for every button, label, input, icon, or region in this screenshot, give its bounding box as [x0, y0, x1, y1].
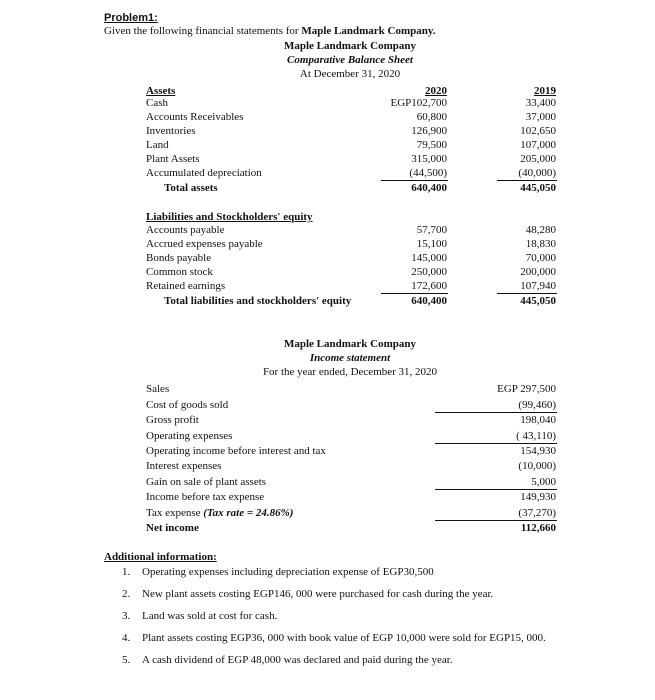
value-2020: 640,400 [411, 182, 447, 194]
list-item [122, 631, 546, 645]
item-number: 4. [122, 632, 131, 644]
value-2019: 445,050 [520, 295, 556, 307]
value-2019: 70,000 [525, 252, 556, 264]
row-value: ( 43,110) [516, 430, 556, 442]
item-text: Operating expenses including depreciation expense of EGP30,500 [142, 566, 434, 578]
liabilities-header: Liabilities and Stockholders' equity [146, 211, 313, 223]
value-2019: 37,000 [525, 111, 556, 123]
row-label: Common stock [146, 266, 213, 278]
intro-text: Given the following financial statements for [104, 25, 299, 37]
additional-header: Additional information: [104, 551, 217, 563]
col-2019-header: 2019 [534, 85, 556, 97]
table-row [0, 223, 655, 237]
value-2019: 205,000 [520, 153, 556, 165]
row-label: Gross profit [146, 414, 199, 426]
tax-rate-note: (Tax rate = 24.86%) [203, 507, 294, 519]
table-row [0, 490, 655, 504]
row-value: EGP 297,500 [497, 383, 556, 395]
total-row [0, 181, 655, 195]
row-label: Operating income before interest and tax [146, 445, 326, 457]
total-row [0, 521, 655, 535]
total-row [0, 294, 655, 308]
row-label: Inventories [146, 125, 196, 137]
value-2020: 79,500 [416, 139, 447, 151]
list-item [122, 565, 434, 579]
row-label: Gain on sale of plant assets [146, 476, 267, 488]
row-label: Operating expenses [146, 430, 233, 442]
tax-label: Tax expense [146, 507, 201, 519]
row-label: Accounts Receivables [146, 111, 244, 123]
value-2020: (44,500) [409, 167, 447, 179]
row-label: Net income [146, 522, 199, 534]
value-2020: 250,000 [411, 266, 447, 278]
row-value: 149,930 [520, 491, 556, 503]
value-2020: 57,700 [416, 224, 447, 236]
row-label: Bonds payable [146, 252, 212, 264]
table-row [0, 429, 655, 443]
item-number: 3. [122, 610, 131, 622]
row-label: Income before tax expense [146, 491, 265, 503]
bs-company: Maple Landmark Company [283, 40, 417, 52]
is-title: Income statement [309, 352, 391, 364]
item-number: 5. [122, 654, 131, 666]
value-2020: 15,100 [416, 238, 447, 250]
row-value: 112,660 [520, 522, 556, 534]
value-2019: 48,280 [525, 224, 556, 236]
value-2019: 200,000 [520, 266, 556, 278]
item-number: 2. [122, 588, 131, 600]
value-2020: 145,000 [411, 252, 447, 264]
row-label: Plant Assets [146, 153, 200, 165]
row-value: (37,270) [518, 507, 556, 519]
table-row [0, 152, 655, 166]
item-text: A cash dividend of EGP 48,000 was declared and paid during the year. [142, 654, 453, 666]
table-row [0, 265, 655, 279]
row-label: Interest expenses [146, 460, 222, 472]
list-item [122, 653, 453, 667]
row-label: Land [146, 139, 169, 151]
row-label: Total liabilities and stockholders' equity [164, 295, 352, 307]
table-row [0, 96, 655, 110]
row-label: Retained earnings [146, 280, 226, 292]
table-row [0, 382, 655, 396]
table-row [0, 398, 655, 412]
assets-header: Assets [146, 85, 176, 97]
is-period: For the year ended, December 31, 2020 [262, 366, 438, 378]
item-text: Land was sold at cost for cash. [142, 610, 278, 622]
intro-company: Maple Landmark Company. [301, 25, 436, 37]
table-row [0, 413, 655, 427]
value-2020: 172,600 [411, 280, 447, 292]
item-number: 1. [122, 566, 131, 578]
row-value: 154,930 [520, 445, 556, 457]
row-label: Accumulated depreciation [146, 167, 262, 179]
value-2020: 126,900 [411, 125, 447, 137]
value-2020: 315,000 [411, 153, 447, 165]
row-value: (99,460) [518, 399, 556, 411]
value-2019: 102,650 [520, 125, 556, 137]
row-value: 198,040 [520, 414, 556, 426]
row-label: Cash [146, 97, 168, 109]
table-row [0, 475, 655, 489]
row-label: Total assets [164, 182, 218, 194]
value-2019: 18,830 [525, 238, 556, 250]
col-2020-header: 2020 [425, 85, 447, 97]
table-row [0, 506, 655, 520]
table-row [0, 124, 655, 138]
table-row [0, 459, 655, 473]
value-2019: 445,050 [520, 182, 556, 194]
row-value: (10,000) [518, 460, 556, 472]
table-row [0, 138, 655, 152]
value-2019: (40,000) [518, 167, 556, 179]
value-2020: 640,400 [411, 295, 447, 307]
table-row [0, 444, 655, 458]
problem-title: Problem1: [104, 12, 158, 24]
table-row [0, 237, 655, 251]
bs-date: At December 31, 2020 [299, 68, 401, 80]
row-label: Accrued expenses payable [146, 238, 263, 250]
row-label: Sales [146, 383, 170, 395]
value-2020: EGP102,700 [390, 97, 447, 109]
item-text: Plant assets costing EGP36, 000 with book value of EGP 10,000 were sold for EGP15, 000. [142, 632, 546, 644]
table-row [0, 251, 655, 265]
value-2020: 60,800 [416, 111, 447, 123]
value-2019: 33,400 [525, 97, 556, 109]
is-company: Maple Landmark Company [283, 338, 417, 350]
intro-line [104, 25, 436, 38]
value-2019: 107,000 [520, 139, 556, 151]
row-value: 5,000 [531, 476, 556, 488]
row-label: Cost of goods sold [146, 399, 229, 411]
item-text: New plant assets costing EGP146, 000 were purchased for cash during the year. [142, 588, 494, 600]
table-row [0, 166, 655, 180]
table-row [0, 279, 655, 293]
row-label [146, 506, 293, 520]
table-row [0, 110, 655, 124]
bs-title: Comparative Balance Sheet [287, 54, 413, 66]
value-2019: 107,940 [520, 280, 556, 292]
row-label: Accounts payable [146, 224, 225, 236]
list-item [122, 587, 493, 601]
list-item [122, 609, 277, 623]
